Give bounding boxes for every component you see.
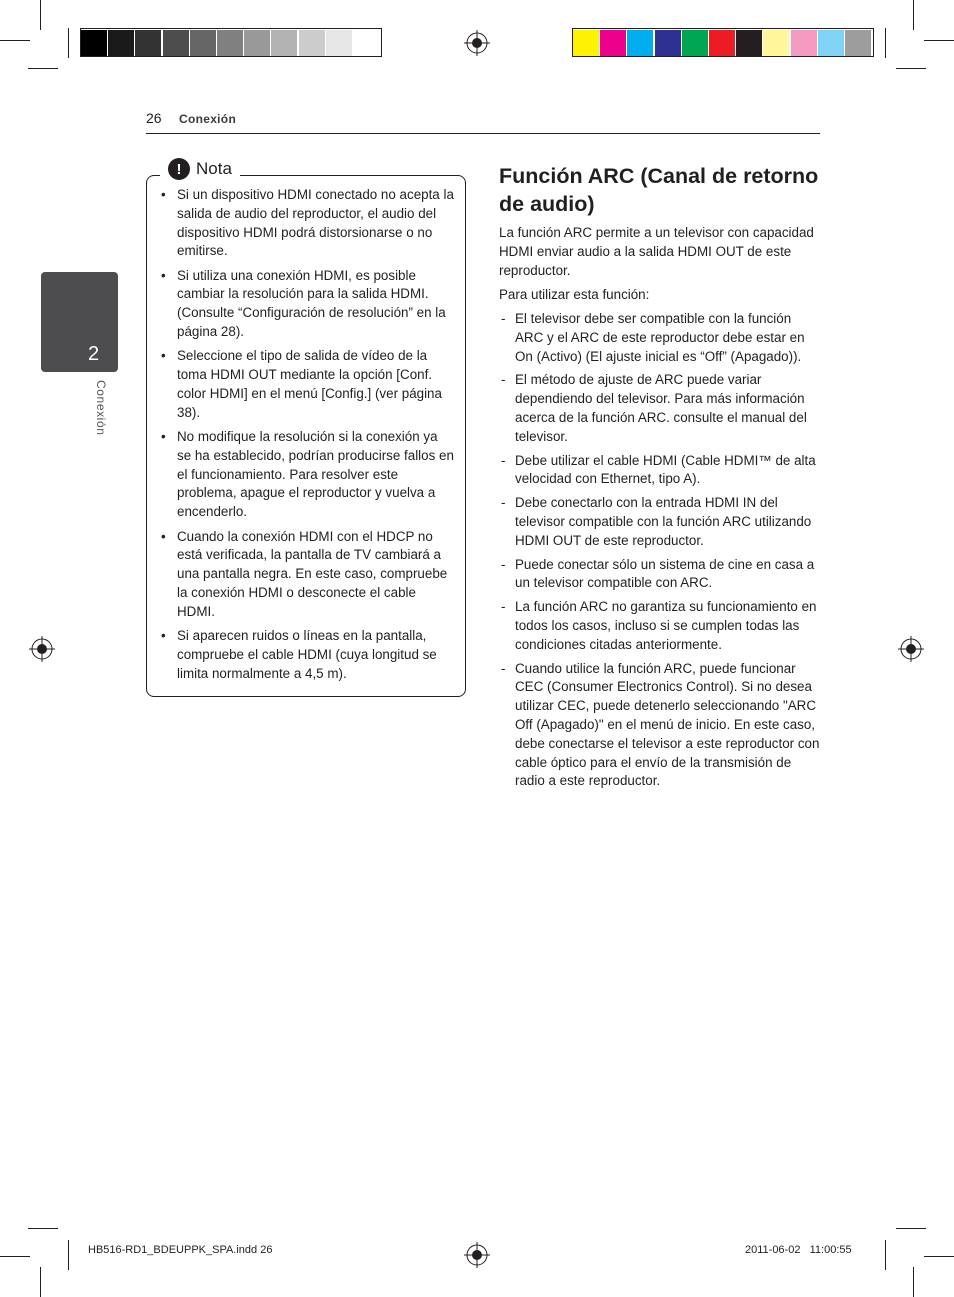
color-swatch (108, 30, 135, 56)
color-swatch (600, 30, 627, 56)
color-swatch (163, 30, 190, 56)
color-swatch (763, 30, 790, 56)
color-swatch (244, 30, 271, 56)
registration-mark-icon (464, 1242, 490, 1268)
color-swatch (573, 30, 600, 56)
section-title: Conexión (179, 112, 237, 126)
crop-mark (0, 1256, 30, 1257)
footer-filename: HB516-RD1_BDEUPPK_SPA.indd 26 (88, 1244, 273, 1256)
color-swatch (190, 30, 217, 56)
note-item: • Seleccione el tipo de salida de vídeo de la toma HDMI OUT mediante la opción [Conf. color HDMI] en el menú [Config.] (ver página 38). (161, 347, 455, 422)
crop-mark (913, 0, 914, 30)
usage-label: Para utilizar esta función: (499, 287, 650, 302)
crop-mark (68, 1240, 69, 1270)
color-swatch (353, 30, 380, 56)
requirement-item: - El televisor debe ser compatible con la función ARC y el ARC de este reproductor debe estar en On (Activo) (El ajuste inicial es “Off” (Apagado)). (499, 310, 821, 366)
registration-mark-icon (29, 636, 55, 662)
chapter-label (64, 380, 124, 450)
color-swatch (709, 30, 736, 56)
crop-mark (68, 28, 69, 58)
crop-mark (896, 1228, 926, 1229)
requirement-item: - Debe conectarlo con la entrada HDMI IN del televisor compatible con la función ARC utilizando HDMI OUT de este reproductor. (499, 494, 821, 550)
note-heading (160, 158, 240, 180)
chapter-label-text: Conexión (94, 380, 108, 436)
registration-mark-icon (898, 636, 924, 662)
chapter-tab (41, 272, 118, 372)
color-swatch (217, 30, 244, 56)
color-swatch (271, 30, 298, 56)
crop-mark (924, 40, 954, 41)
color-swatch (655, 30, 682, 56)
exclamation-icon: ! (168, 158, 190, 180)
crop-mark (913, 1267, 914, 1297)
color-swatch (135, 30, 162, 56)
requirement-item: - Debe utilizar el cable HDMI (Cable HDMI™ de alta velocidad con Ethernet, tipo A). (499, 452, 821, 490)
header-rule (146, 133, 820, 134)
page-number: 26 (146, 110, 162, 126)
color-swatch (682, 30, 709, 56)
crop-mark (40, 1267, 41, 1297)
requirements-list (499, 310, 821, 796)
note-list (161, 186, 455, 689)
requirement-item: - El método de ajuste de ARC puede variar dependiendo del televisor. Para más información acerca de la función ARC. consulte el manual del televisor. (499, 371, 821, 446)
note-item: • Si un dispositivo HDMI conectado no acepta la salida de audio del reproductor, el audio del dispositivo HDMI podrá distorsionarse o no emitirse. (161, 186, 455, 261)
footer-timestamp: 2011-06-02 11:00:55 (745, 1244, 852, 1256)
crop-mark (40, 0, 41, 30)
crop-mark (28, 68, 58, 69)
color-swatch (81, 30, 108, 56)
requirement-item: - La función ARC no garantiza su funcionamiento en todos los casos, incluso si se cumplen todas las condiciones citadas anteriormente. (499, 598, 821, 654)
registration-mark-icon (464, 30, 490, 56)
color-swatch (326, 30, 353, 56)
color-swatch (845, 30, 872, 56)
crop-mark (0, 40, 30, 41)
note-item: • Si aparecen ruidos o líneas en la pantalla, compruebe el cable HDMI (cuya longitud se limita normalmente a 4,5 m). (161, 627, 455, 683)
color-swatch (627, 30, 654, 56)
intro-paragraph: La función ARC permite a un televisor con capacidad HDMI enviar audio a la salida HDMI OUT de este reproductor. (499, 225, 814, 278)
requirement-item: - Cuando utilice la función ARC, puede funcionar CEC (Consumer Electronics Control). Si no desea utilizar CEC, puede detenerlo seleccionando "ARC Off (Apagado)" en el menú de inicio. En este caso, debe conectarse el televisor a este reproductor con cable óptico para el envío de la transmisión de radio a este reproductor. (499, 660, 821, 792)
crop-mark (924, 1256, 954, 1257)
note-item: • Si utiliza una conexión HDMI, es posible cambiar la resolución para la salida HDMI. (Consulte “Configuración de resolución” en la página 28). (161, 267, 455, 342)
crop-mark (885, 1240, 886, 1270)
color-swatch (791, 30, 818, 56)
requirement-item: - Puede conectar sólo un sistema de cine en casa a un televisor compatible con ARC. (499, 556, 821, 594)
color-swatch (736, 30, 763, 56)
color-swatch (299, 30, 326, 56)
chapter-number: 2 (88, 343, 100, 365)
note-item: • No modifique la resolución si la conexión ya se ha establecido, podrían producirse fallos en el funcionamiento. Para resolver este problema, apague el reproductor y vuelva a encenderlo. (161, 428, 455, 522)
crop-mark (896, 68, 926, 69)
note-label: Nota (196, 159, 232, 178)
note-item: • Cuando la conexión HDMI con el HDCP no está verificada, la pantalla de TV cambiará a una pantalla negra. En este caso, compruebe la conexión HDMI o desconecte el cable HDMI. (161, 528, 455, 622)
crop-mark (885, 28, 886, 58)
section-heading: Función ARC (Canal de retorno de audio) (499, 164, 819, 216)
color-swatch (818, 30, 845, 56)
crop-mark (28, 1228, 58, 1229)
